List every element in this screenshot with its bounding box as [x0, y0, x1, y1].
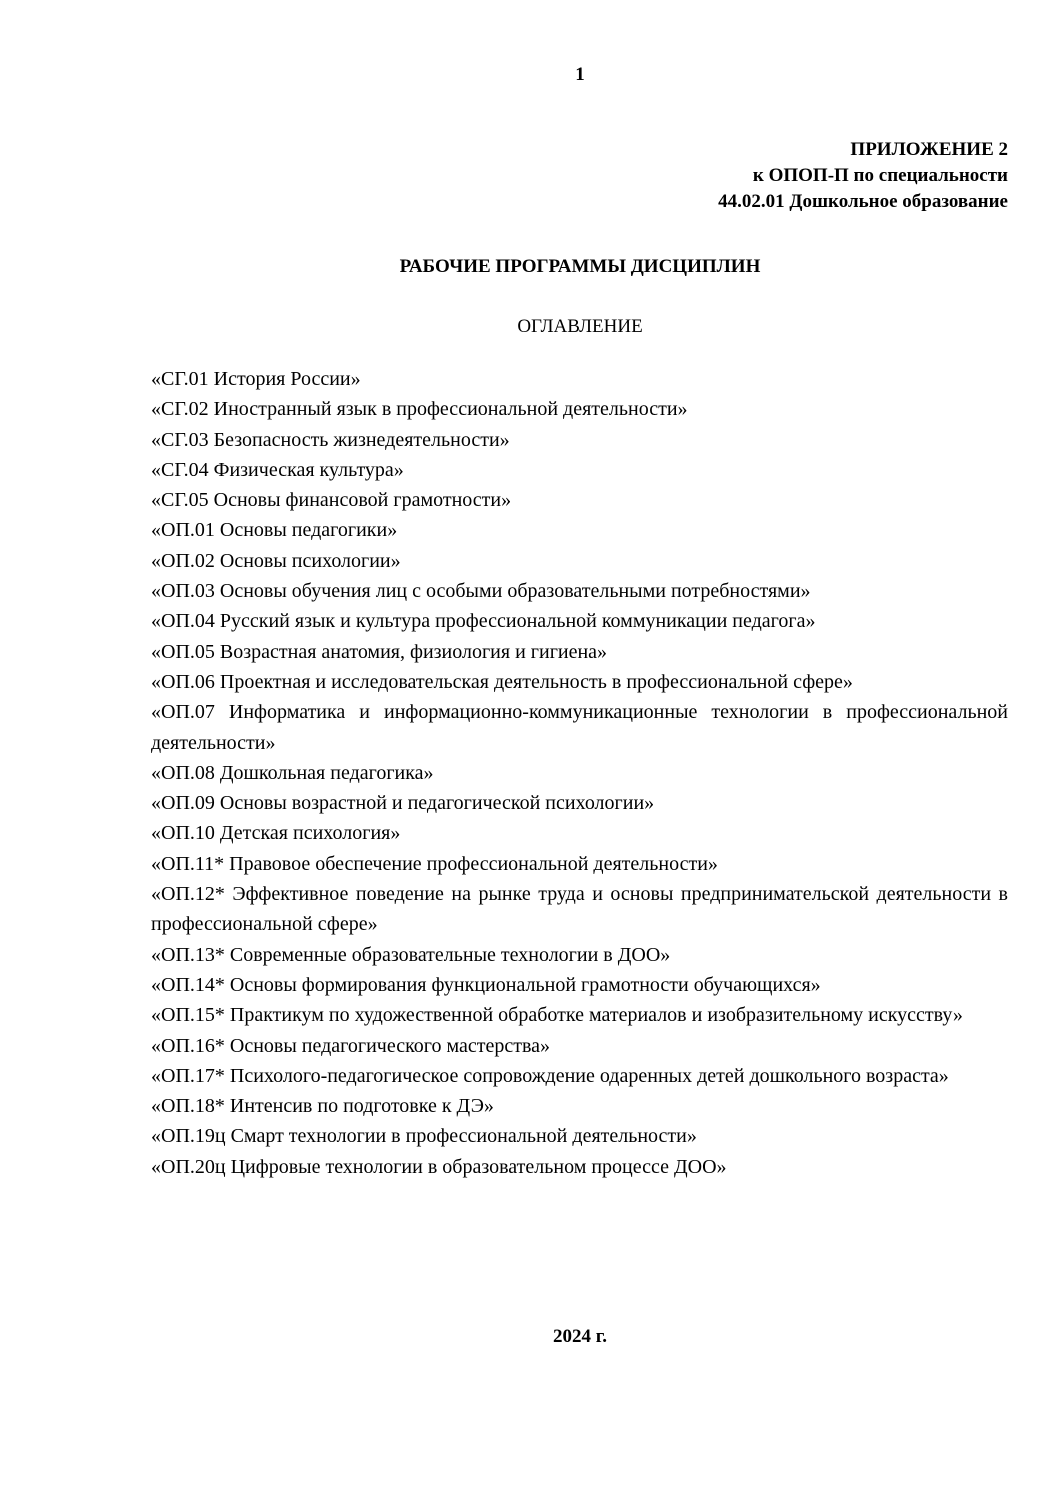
toc-item: «ОП.14* Основы формирования функциональной грамотности обучающихся» — [151, 973, 821, 996]
toc-item: «ОП.08 Дошкольная педагогика» — [151, 761, 434, 784]
toc-heading: ОГЛАВЛЕНИЕ — [517, 316, 643, 337]
toc-item: «ОП.10 Детская психология» — [151, 822, 401, 845]
toc-item: «ОП.05 Возрастная анатомия, физиология и гигиена» — [151, 640, 608, 663]
toc-item: «СГ.05 Основы финансовой грамотности» — [151, 489, 512, 512]
toc-item: «СГ.01 История России» — [151, 368, 361, 390]
toc-item: «ОП.02 Основы психологии» — [151, 549, 401, 572]
toc-item: «СГ.04 Физическая культура» — [151, 458, 404, 481]
toc-item: «ОП.12* Эффективное поведение на рынке труда и основы предпринимательской деятельности в профессиональной сфере» — [151, 883, 1008, 936]
document-title: РАБОЧИЕ ПРОГРАММЫ ДИСЦИПЛИН — [399, 256, 761, 277]
toc-item: «ОП.06 Проектная и исследовательская деятельность в профессиональной сфере» — [151, 670, 853, 693]
toc-item: «ОП.16* Основы педагогического мастерства» — [151, 1034, 551, 1057]
appendix-header — [718, 137, 1008, 215]
toc-item: «ОП.18* Интенсив по подготовке к ДЭ» — [151, 1095, 494, 1118]
toc-item: «СГ.03 Безопасность жизнедеятельности» — [151, 428, 510, 451]
toc-item: «ОП.19ц Смарт технологии в профессиональной деятельности» — [151, 1125, 697, 1148]
toc-item: «ОП.15* Практикум по художественной обработке материалов и изобразительному искусству» — [151, 1004, 963, 1027]
toc-item: «ОП.11* Правовое обеспечение профессиональной деятельности» — [151, 852, 718, 875]
toc-item: «ОП.03 Основы обучения лиц с особыми образовательными потребностями» — [151, 580, 811, 603]
appendix-line-3: 44.02.01 Дошкольное образование — [718, 191, 1008, 212]
toc-item: «ОП.13* Современные образовательные технологии в ДОО» — [151, 943, 671, 966]
appendix-line-1: ПРИЛОЖЕНИЕ 2 — [850, 139, 1008, 160]
page-number: 1 — [575, 64, 585, 85]
toc-item: «ОП.04 Русский язык и культура профессиональной коммуникации педагога» — [151, 610, 816, 633]
toc-item: «ОП.07 Информатика и информационно-коммуникационные технологии в профессиональной деятельности» — [151, 701, 1008, 754]
document-year: 2024 г. — [553, 1326, 607, 1347]
toc-item: «ОП.09 Основы возрастной и педагогической психологии» — [151, 792, 655, 815]
appendix-line-2: к ОПОП-П по специальности — [752, 165, 1008, 186]
toc-item: «ОП.20ц Цифровые технологии в образовательном процессе ДОО» — [151, 1155, 727, 1178]
table-of-contents — [151, 364, 1008, 1182]
toc-item: «ОП.17* Психолого-педагогическое сопровождение одаренных детей дошкольного возраста» — [151, 1064, 949, 1087]
toc-item: «СГ.02 Иностранный язык в профессиональной деятельности» — [151, 398, 688, 421]
toc-item: «ОП.01 Основы педагогики» — [151, 519, 398, 542]
